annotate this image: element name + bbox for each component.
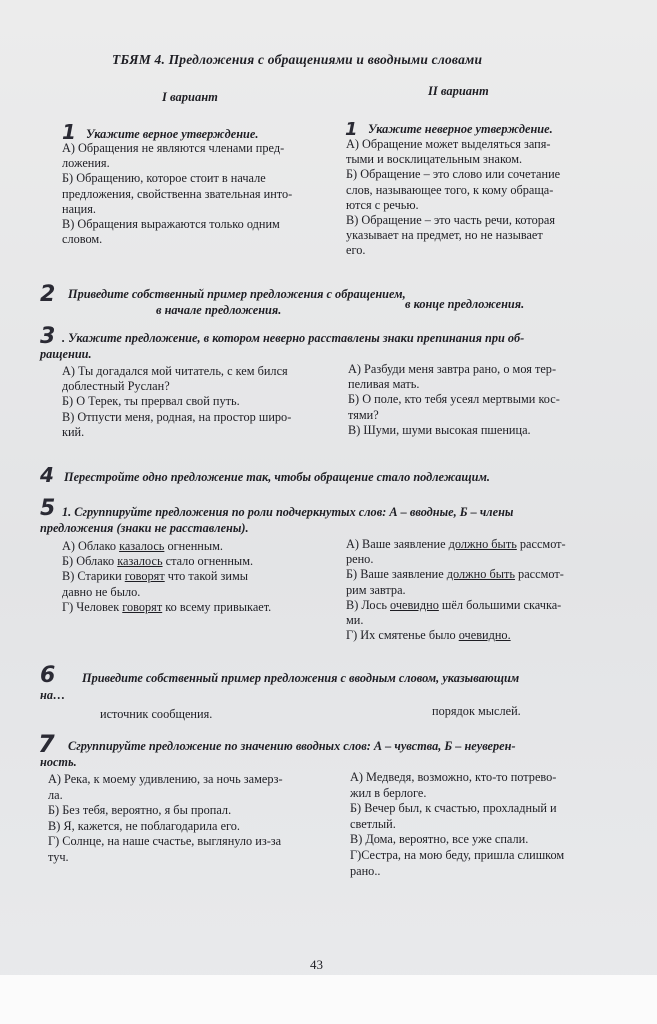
option-line: Г) Их смятенье было очевидно.	[346, 628, 511, 643]
option-line: предложения, свойственна звательная инто-	[62, 186, 293, 201]
option-line: ми.	[346, 613, 364, 628]
task-7-number: 7	[38, 730, 55, 758]
option-line: А) Ваше заявление должно быть рассмот-	[346, 537, 566, 551]
option-line: светлый.	[350, 816, 396, 831]
task-5-options-left	[62, 539, 271, 615]
option-line: В) Дома, вероятно, все уже спали.	[350, 832, 529, 847]
task-1-question-left: Укажите верное утверждение.	[86, 127, 259, 141]
option-line: В) Обращение – это часть речи, которая	[346, 213, 555, 228]
task-3-options-left	[62, 364, 291, 440]
option-line: рим завтра.	[346, 582, 406, 597]
option-line: А) Медведя, возможно, кто-то потрево-	[350, 770, 557, 784]
option-line: ла.	[48, 787, 63, 802]
option-line: Б) Ваше заявление должно быть рассмот-	[346, 567, 564, 582]
option-line: доблестный Руслан?	[62, 379, 170, 394]
option-line: В) Шуми, шуми высокая пшеница.	[348, 422, 531, 437]
option-line: А) Облако казалось огненным.	[62, 539, 223, 553]
underlined-word: говорят	[122, 599, 163, 614]
task-2-question: Приведите собственный пример предложения с обращением,	[68, 287, 406, 301]
option-line: А) Обращения не являются членами пред-	[62, 141, 285, 155]
option-line: Б) Без тебя, вероятно, я бы пропал.	[48, 803, 232, 818]
option-line: жил в берлоге.	[350, 785, 427, 800]
task-6-option-right: порядок мыслей.	[432, 704, 521, 718]
task-1-question-right: Укажите неверное утверждение.	[368, 122, 553, 136]
task-5-options-right	[346, 537, 566, 643]
option-line: В) Старики говорят что такой зимы	[62, 569, 249, 584]
option-line: Г) Солнце, на наше счастье, выглянуло из-за	[48, 834, 282, 849]
option-line: Г)Сестра, на мою беду, пришла слишком	[350, 847, 565, 862]
option-line: В) Обращения выражаются только одним	[62, 217, 280, 232]
underlined-word: должно быть	[446, 567, 515, 582]
option-line: Б) Обращение – это слово или сочетание	[346, 167, 561, 182]
option-line: тями?	[348, 407, 379, 422]
task-2-option-left: в начале предложения.	[156, 303, 282, 317]
task-6-question-line-2: на…	[40, 688, 66, 702]
task-6-option-left: источник сообщения.	[100, 707, 213, 721]
option-line: указывает на предмет, но не называет	[346, 228, 543, 243]
option-line: давно не было.	[62, 584, 141, 599]
task-3-question-line-2: ращении.	[40, 347, 92, 361]
variant-2-heading: II вариант	[428, 84, 489, 98]
variant-1-heading: I вариант	[162, 90, 218, 104]
option-line: А) Обращение может выделяться запя-	[346, 137, 551, 151]
background-strip	[0, 975, 657, 1024]
task-6-question-line-1: Приведите собственный пример предложения с вводным словом, указывающим	[82, 671, 520, 685]
option-line: словом.	[62, 232, 103, 247]
task-2-number: 2	[40, 282, 56, 307]
task-5-question-line-1: 1. Сгруппируйте предложения по роли подчеркнутых слов: А – вводные, Б – члены	[62, 505, 514, 519]
option-line: А) Ты догадался мой читатель, с кем бился	[62, 364, 288, 378]
option-line: В) Лось очевидно шёл большими скачка-	[346, 597, 562, 612]
task-5-question-line-2: предложения (знаки не расставлены).	[40, 521, 249, 535]
option-line: рено.	[346, 552, 374, 567]
underlined-word: говорят	[124, 569, 165, 584]
underlined-word: казалось	[117, 554, 163, 569]
task-2-option-right: в конце предложения.	[405, 297, 525, 311]
option-line: Г) Человек говорят ко всему привыкает.	[62, 599, 272, 614]
underlined-word: очевидно.	[458, 628, 511, 643]
task-3-question-line-1: . Укажите предложение, в котором неверно расставлены знаки препинания при об-	[62, 331, 525, 345]
task-1-number-right: 1	[345, 119, 358, 140]
task-3-options-right	[348, 362, 560, 438]
underlined-word: должно быть	[448, 537, 517, 551]
task-7-options-left	[48, 772, 283, 866]
option-line: его.	[346, 243, 366, 258]
option-line: пеливая мать.	[348, 377, 420, 392]
option-line: рано..	[350, 863, 381, 878]
option-line: Б) О поле, кто тебя усеял мертвыми кос-	[348, 392, 560, 407]
underlined-word: очевидно	[390, 597, 439, 612]
option-line: ются с речью.	[346, 197, 419, 212]
option-line: кий.	[62, 424, 85, 439]
option-line: В) Я, кажется, не поблагодарила его.	[48, 818, 240, 833]
option-line: туч.	[48, 849, 69, 864]
page-title: ТБЯМ 4. Предложения с обращениями и вводными словами	[112, 52, 483, 67]
page-number: 43	[310, 957, 323, 972]
task-1-number-left: 1	[62, 120, 76, 144]
option-line: Б) Обращению, которое стоит в начале	[62, 171, 266, 186]
option-line: нация.	[62, 201, 96, 216]
task-7-question-line-2: ность.	[40, 755, 77, 769]
task-1-options-right	[346, 137, 560, 259]
task-5-number: 5	[40, 496, 56, 521]
task-7-options-right	[350, 770, 564, 879]
option-line: Б) Облако казалось стало огненным.	[62, 554, 254, 569]
task-7-question-line-1: Сгруппируйте предложение по значению вводных слов: А – чувства, Б – неуверен-	[68, 739, 516, 753]
task-4-question: Перестройте одно предложение так, чтобы обращение стало подлежащим.	[64, 470, 490, 484]
task-6-number: 6	[40, 663, 56, 688]
underlined-word: казалось	[119, 539, 165, 553]
option-line: слов, называющее того, к кому обраща-	[346, 182, 554, 197]
task-4-number: 4	[40, 463, 54, 487]
task-1-options-left	[62, 141, 292, 247]
option-line: А) Река, к моему удивлению, за ночь замерз-	[48, 772, 283, 786]
option-line: тыми и восклицательным знаком.	[346, 152, 523, 167]
option-line: В) Отпусти меня, родная, на простор широ-	[62, 409, 292, 424]
option-line: А) Разбуди меня завтра рано, о моя тер-	[348, 362, 557, 376]
option-line: ложения.	[62, 156, 110, 171]
option-line: Б) О Терек, ты прервал свой путь.	[62, 394, 240, 409]
task-3-number: 3	[40, 324, 56, 349]
option-line: Б) Вечер был, к счастью, прохладный и	[350, 801, 557, 816]
